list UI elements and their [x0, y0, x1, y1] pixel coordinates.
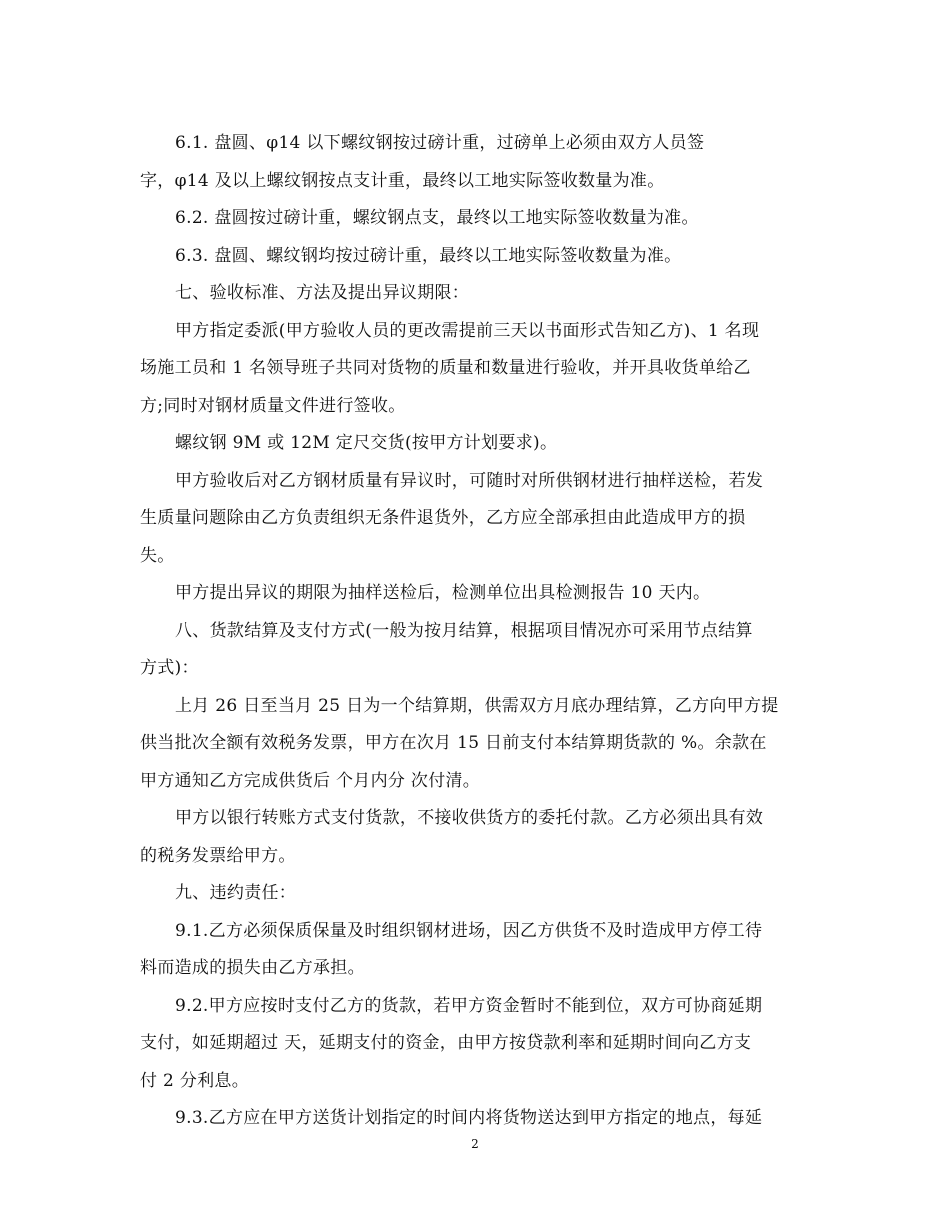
paragraph-first-line: 6.1. 盘圆、φ14 以下螺纹钢按过磅计重，过磅单上必须由双方人员签: [175, 133, 705, 153]
paragraph-first-line: 甲方验收后对乙方钢材质量有异议时，可随时对所供钢材进行抽样送检，若发: [175, 470, 764, 491]
page-number: 2: [471, 1137, 479, 1151]
paragraph-first-line: 甲方以银行转账方式支付货款，不接收供货方的委托付款。乙方必须出具有效: [175, 808, 764, 828]
paragraph: [140, 913, 820, 988]
paragraph-line: 付 2 分利息。: [140, 1070, 250, 1091]
paragraph-line: 方式)：: [140, 658, 199, 678]
paragraph-first-line: 七、验收标准、方法及提出异议期限：: [175, 283, 470, 303]
document-body: [140, 125, 820, 1138]
paragraph-line: 失。: [140, 545, 175, 566]
paragraph-first-line: 上月 26 日至当月 25 日为一个结算期，供需双方月底办理结算，乙方向甲方提: [175, 695, 779, 716]
paragraph: [140, 200, 820, 238]
paragraph-line: 字，φ14 及以上螺纹钢按点支计重，最终以工地实际签收数量为准。: [140, 170, 665, 191]
paragraph: [140, 613, 820, 688]
paragraph: [140, 275, 820, 313]
paragraph-first-line: 八、货款结算及支付方式(一般为按月结算，根据项目情况亦可采用节点结算: [175, 620, 753, 641]
paragraph-first-line: 9.1.乙方必须保质保量及时组织钢材进场，因乙方供货不及时造成甲方停工待: [175, 920, 763, 941]
paragraph-line: 方;同时对钢材质量文件进行签收。: [140, 395, 406, 416]
paragraph-line: 生质量问题除由乙方负责组织无条件退货外，乙方应全部承担由此造成甲方的损: [140, 508, 746, 528]
paragraph: [140, 463, 820, 576]
paragraph: [140, 688, 820, 801]
paragraph: [140, 988, 820, 1101]
paragraph-line: 甲方通知乙方完成供货后 个月内分 次付清。: [140, 770, 481, 791]
paragraph: [140, 313, 820, 426]
paragraph-line: 供当批次全额有效税务发票，甲方在次月 15 日前支付本结算期货款的 %。余款在: [140, 733, 767, 753]
paragraph-first-line: 甲方指定委派(甲方验收人员的更改需提前三天以书面形式告知乙方)、1 名现: [175, 320, 760, 341]
paragraph-first-line: 9.3.乙方应在甲方送货计划指定的时间内将货物送达到甲方指定的地点，每延: [175, 1108, 763, 1128]
paragraph: [140, 575, 820, 613]
paragraph-line: 料而造成的损失由乙方承担。: [140, 958, 365, 978]
paragraph: [140, 238, 820, 276]
paragraph: [140, 125, 820, 200]
paragraph-first-line: 螺纹钢 9M 或 12M 定尺交货(按甲方计划要求)。: [175, 433, 558, 453]
paragraph: [140, 875, 820, 913]
paragraph-first-line: 9.2.甲方应按时支付乙方的货款，若甲方资金暂时不能到位，双方可协商延期: [175, 995, 763, 1016]
paragraph: [140, 800, 820, 875]
paragraph: [140, 425, 820, 463]
paragraph-line: 支付，如延期超过 天，延期支付的资金，由甲方按贷款利率和延期时间向乙方支: [140, 1033, 752, 1053]
paragraph-first-line: 九、违约责任：: [175, 883, 297, 903]
paragraph-first-line: 6.3. 盘圆、螺纹钢均按过磅计重，最终以工地实际签收数量为准。: [175, 245, 682, 266]
paragraph-line: 的税务发票给甲方。: [140, 845, 296, 866]
paragraph-line: 场施工员和 1 名领导班子共同对货物的质量和数量进行验收，并开具收货单给乙: [140, 358, 751, 378]
paragraph-first-line: 6.2. 盘圆按过磅计重，螺纹钢点支，最终以工地实际签收数量为准。: [175, 208, 699, 228]
paragraph: [140, 1100, 820, 1138]
paragraph-first-line: 甲方提出异议的期限为抽样送检后，检测单位出具检测报告 10 天内。: [175, 583, 711, 603]
